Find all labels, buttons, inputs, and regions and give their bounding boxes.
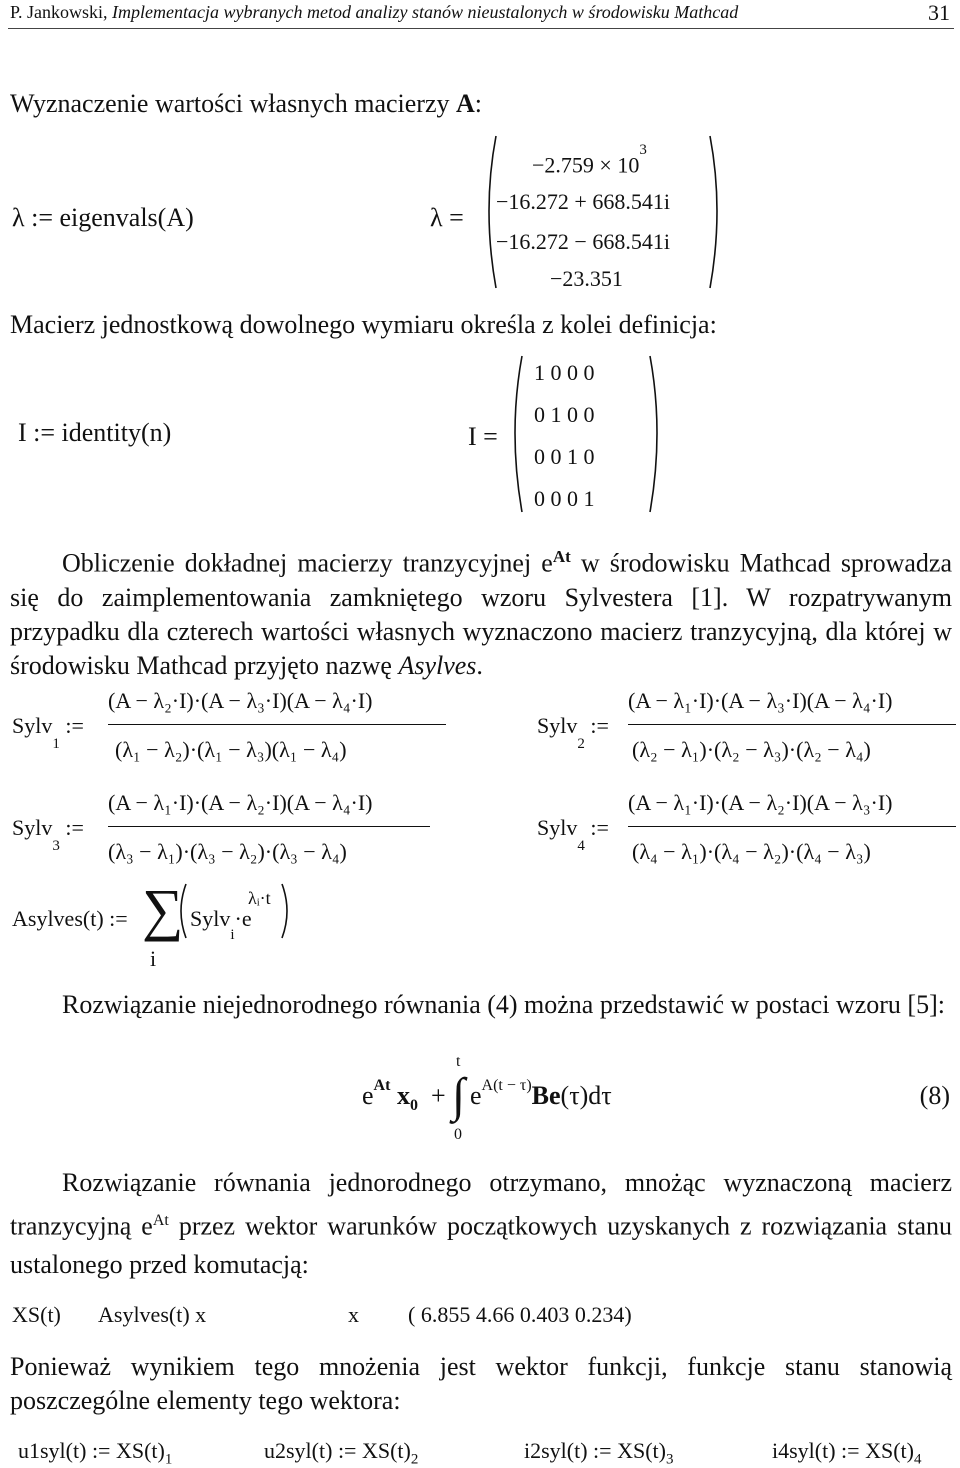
sylv3-sub: 3	[52, 838, 60, 855]
eigen-heading-suffix: :	[474, 89, 483, 118]
sylv4-lhs	[537, 815, 609, 855]
xs-x: x	[348, 1302, 359, 1327]
equation-number: (8)	[919, 1081, 950, 1110]
func-u1syl	[18, 1438, 172, 1468]
eigen-value-1-text: −2.759 × 10	[532, 152, 640, 178]
equation-8	[362, 1077, 446, 1115]
para1-c: .	[476, 650, 483, 680]
identity-row-2: 0 1 0 0	[534, 402, 595, 427]
sylv1-numerator: (A − λ₂·I)·(A − λ₃·I)(A − λ₄·I)	[108, 688, 373, 713]
running-header	[10, 2, 738, 23]
xs-asylves: Asylves(t) x	[98, 1302, 207, 1327]
sylvester-paragraph	[10, 540, 952, 683]
eq8-sup2: A(t − τ)	[481, 1077, 532, 1095]
sylv4-fraction-bar	[628, 826, 956, 827]
asylves-exponent: λᵢ·t	[248, 888, 271, 908]
eigen-value-3: −16.272 − 668.541i	[496, 229, 670, 254]
sylv3-numerator: (A − λ₁·I)·(A − λ₂·I)(A − λ₄·I)	[108, 790, 373, 815]
eigen-value-2: −16.272 + 668.541i	[496, 189, 670, 214]
para1-italic: Asylves	[398, 650, 477, 680]
xs-initial-vector: ( 6.855 4.66 0.403 0.234)	[408, 1302, 632, 1327]
sylv3-assign: :=	[65, 815, 84, 840]
eq8-x-sub: 0	[409, 1097, 418, 1115]
sylv4-sub: 4	[577, 838, 585, 855]
sylv1-fraction-bar	[108, 724, 446, 725]
sylv1-name: Sylv	[12, 713, 53, 738]
para3-a: Rozwiązanie równania jednorodnego otrzymano, mnożąc wyznaczoną macierz tranzycyjną e	[10, 1168, 952, 1241]
sylv2-numerator: (A − λ₁·I)·(A − λ₃·I)(A − λ₄·I)	[628, 688, 893, 713]
func-u2syl-text: u2syl(t) := XS(t)	[264, 1438, 411, 1463]
sylv3-denominator: (λ₃ − λ₁)·(λ₃ − λ₂)·(λ₃ − λ₄)	[108, 839, 347, 864]
para3-b: przez wektor warunków początkowych uzyskanych z rozwiązania stanu ustalonego przed komutacją:	[10, 1211, 952, 1279]
asylves-term	[190, 906, 252, 944]
sum-index: i	[150, 946, 157, 971]
sylv3-fraction-bar	[108, 826, 430, 827]
eigen-exp: 3	[639, 142, 647, 158]
identity-row-3: 0 0 1 0	[534, 444, 595, 469]
sylv2-denominator: (λ₂ − λ₁)·(λ₂ − λ₃)·(λ₂ − λ₄)	[632, 737, 871, 762]
sylv4-assign: :=	[590, 815, 609, 840]
func-i4syl-sub: 4	[913, 1451, 922, 1468]
state-functions-paragraph: Ponieważ wynikiem tego mnożenia jest wektor funkcji, funkcje stanu stanowią poszczególne elementy tego wektora:	[10, 1352, 952, 1415]
equation-8-integrand	[470, 1077, 612, 1111]
func-u1syl-text: u1syl(t) := XS(t)	[18, 1438, 165, 1463]
eq8-rest: (τ)dτ	[560, 1081, 612, 1110]
sylv1-lhs	[12, 713, 84, 753]
asylves-e: ·e	[234, 906, 252, 931]
func-u2syl-sub: 2	[410, 1451, 419, 1468]
eq8-e2: e	[470, 1081, 482, 1110]
identity-equals: I =	[468, 422, 498, 451]
sylv2-name: Sylv	[537, 713, 578, 738]
func-u2syl	[264, 1438, 418, 1468]
integral-lower: 0	[454, 1126, 462, 1143]
eq8-x: x	[396, 1081, 410, 1110]
header-author: P. Jankowski,	[10, 2, 113, 22]
func-i2syl	[524, 1438, 673, 1468]
func-i2syl-sub: 3	[665, 1451, 674, 1468]
eigen-value-4: −23.351	[550, 266, 623, 291]
solution-paragraph: Rozwiązanie niejednorodnego równania (4) można przedstawić w postaci wzoru [5]:	[62, 990, 945, 1019]
sylv1-denominator: (λ₁ − λ₂)·(λ₁ − λ₃)(λ₁ − λ₄)	[115, 737, 347, 762]
eigen-heading	[10, 89, 482, 119]
func-i4syl-text: i4syl(t) := XS(t)	[772, 1438, 914, 1463]
sum-symbol-icon: ∑	[142, 877, 184, 942]
para1-sup: At	[552, 547, 571, 566]
eq8-Be: Be	[531, 1081, 561, 1110]
func-u1syl-sub: 1	[164, 1451, 173, 1468]
eq8-e1: e	[362, 1081, 374, 1110]
eq8-plus: +	[430, 1081, 446, 1110]
sylv1-assign: :=	[65, 713, 84, 738]
identity-definition: I := identity(n)	[18, 418, 172, 447]
sylv3-name: Sylv	[12, 815, 53, 840]
sylv3-lhs	[12, 815, 84, 855]
xs-lhs: XS(t)	[12, 1302, 61, 1327]
eq8-sup1: At	[373, 1077, 391, 1095]
func-i2syl-text: i2syl(t) := XS(t)	[524, 1438, 666, 1463]
sylv2-assign: :=	[590, 713, 609, 738]
sylv2-sub: 2	[577, 736, 585, 753]
header-rule	[8, 28, 954, 29]
para1-b: w środowisku Mathcad sprowadza się do zaimplementowania zamkniętego wzoru Sylvestera [1]. W rozpatrywanym przypadku dla czterech wartości własnych wyznaczono macierz tranzycyjną, dla której w środowisku Mathcad przyjęto nazwę	[10, 548, 952, 680]
para1-a: Obliczenie dokładnej macierzy tranzycyjnej e	[62, 548, 553, 578]
func-i4syl	[772, 1438, 921, 1468]
header-title: Implementacja wybranych metod analizy stanów nieustalonych w środowisku Mathcad	[112, 2, 739, 22]
integral-symbol-icon: ∫	[452, 1069, 466, 1122]
identity-text: Macierz jednostkową dowolnego wymiaru określa z kolei definicja:	[10, 310, 717, 339]
sylv2-fraction-bar	[628, 724, 956, 725]
homogeneous-paragraph	[10, 1164, 952, 1284]
para3-sup: At	[152, 1212, 169, 1229]
sylv4-name: Sylv	[537, 815, 578, 840]
eigen-value-1	[532, 142, 647, 178]
integral-upper: t	[456, 1053, 461, 1070]
eigen-heading-bold: A	[456, 89, 475, 118]
sylv2-lhs	[537, 713, 609, 753]
identity-row-4: 0 0 0 1	[534, 486, 595, 511]
identity-row-1: 1 0 0 0	[534, 360, 595, 385]
eigenvals-definition: λ := eigenvals(A)	[12, 203, 194, 232]
sylv1-sub: 1	[52, 736, 60, 753]
asylves-lhs: Asylves(t) :=	[12, 906, 128, 931]
sylv4-denominator: (λ₄ − λ₁)·(λ₄ − λ₂)·(λ₄ − λ₃)	[632, 839, 871, 864]
eigen-heading-text: Wyznaczenie wartości własnych macierzy	[10, 89, 456, 118]
lambda-equals: λ =	[430, 203, 464, 232]
asylves-term-sub: i	[230, 927, 235, 944]
asylves-term-name: Sylv	[190, 906, 231, 931]
page-number: 31	[928, 0, 950, 25]
sylv4-numerator: (A − λ₁·I)·(A − λ₂·I)(A − λ₃·I)	[628, 790, 893, 815]
